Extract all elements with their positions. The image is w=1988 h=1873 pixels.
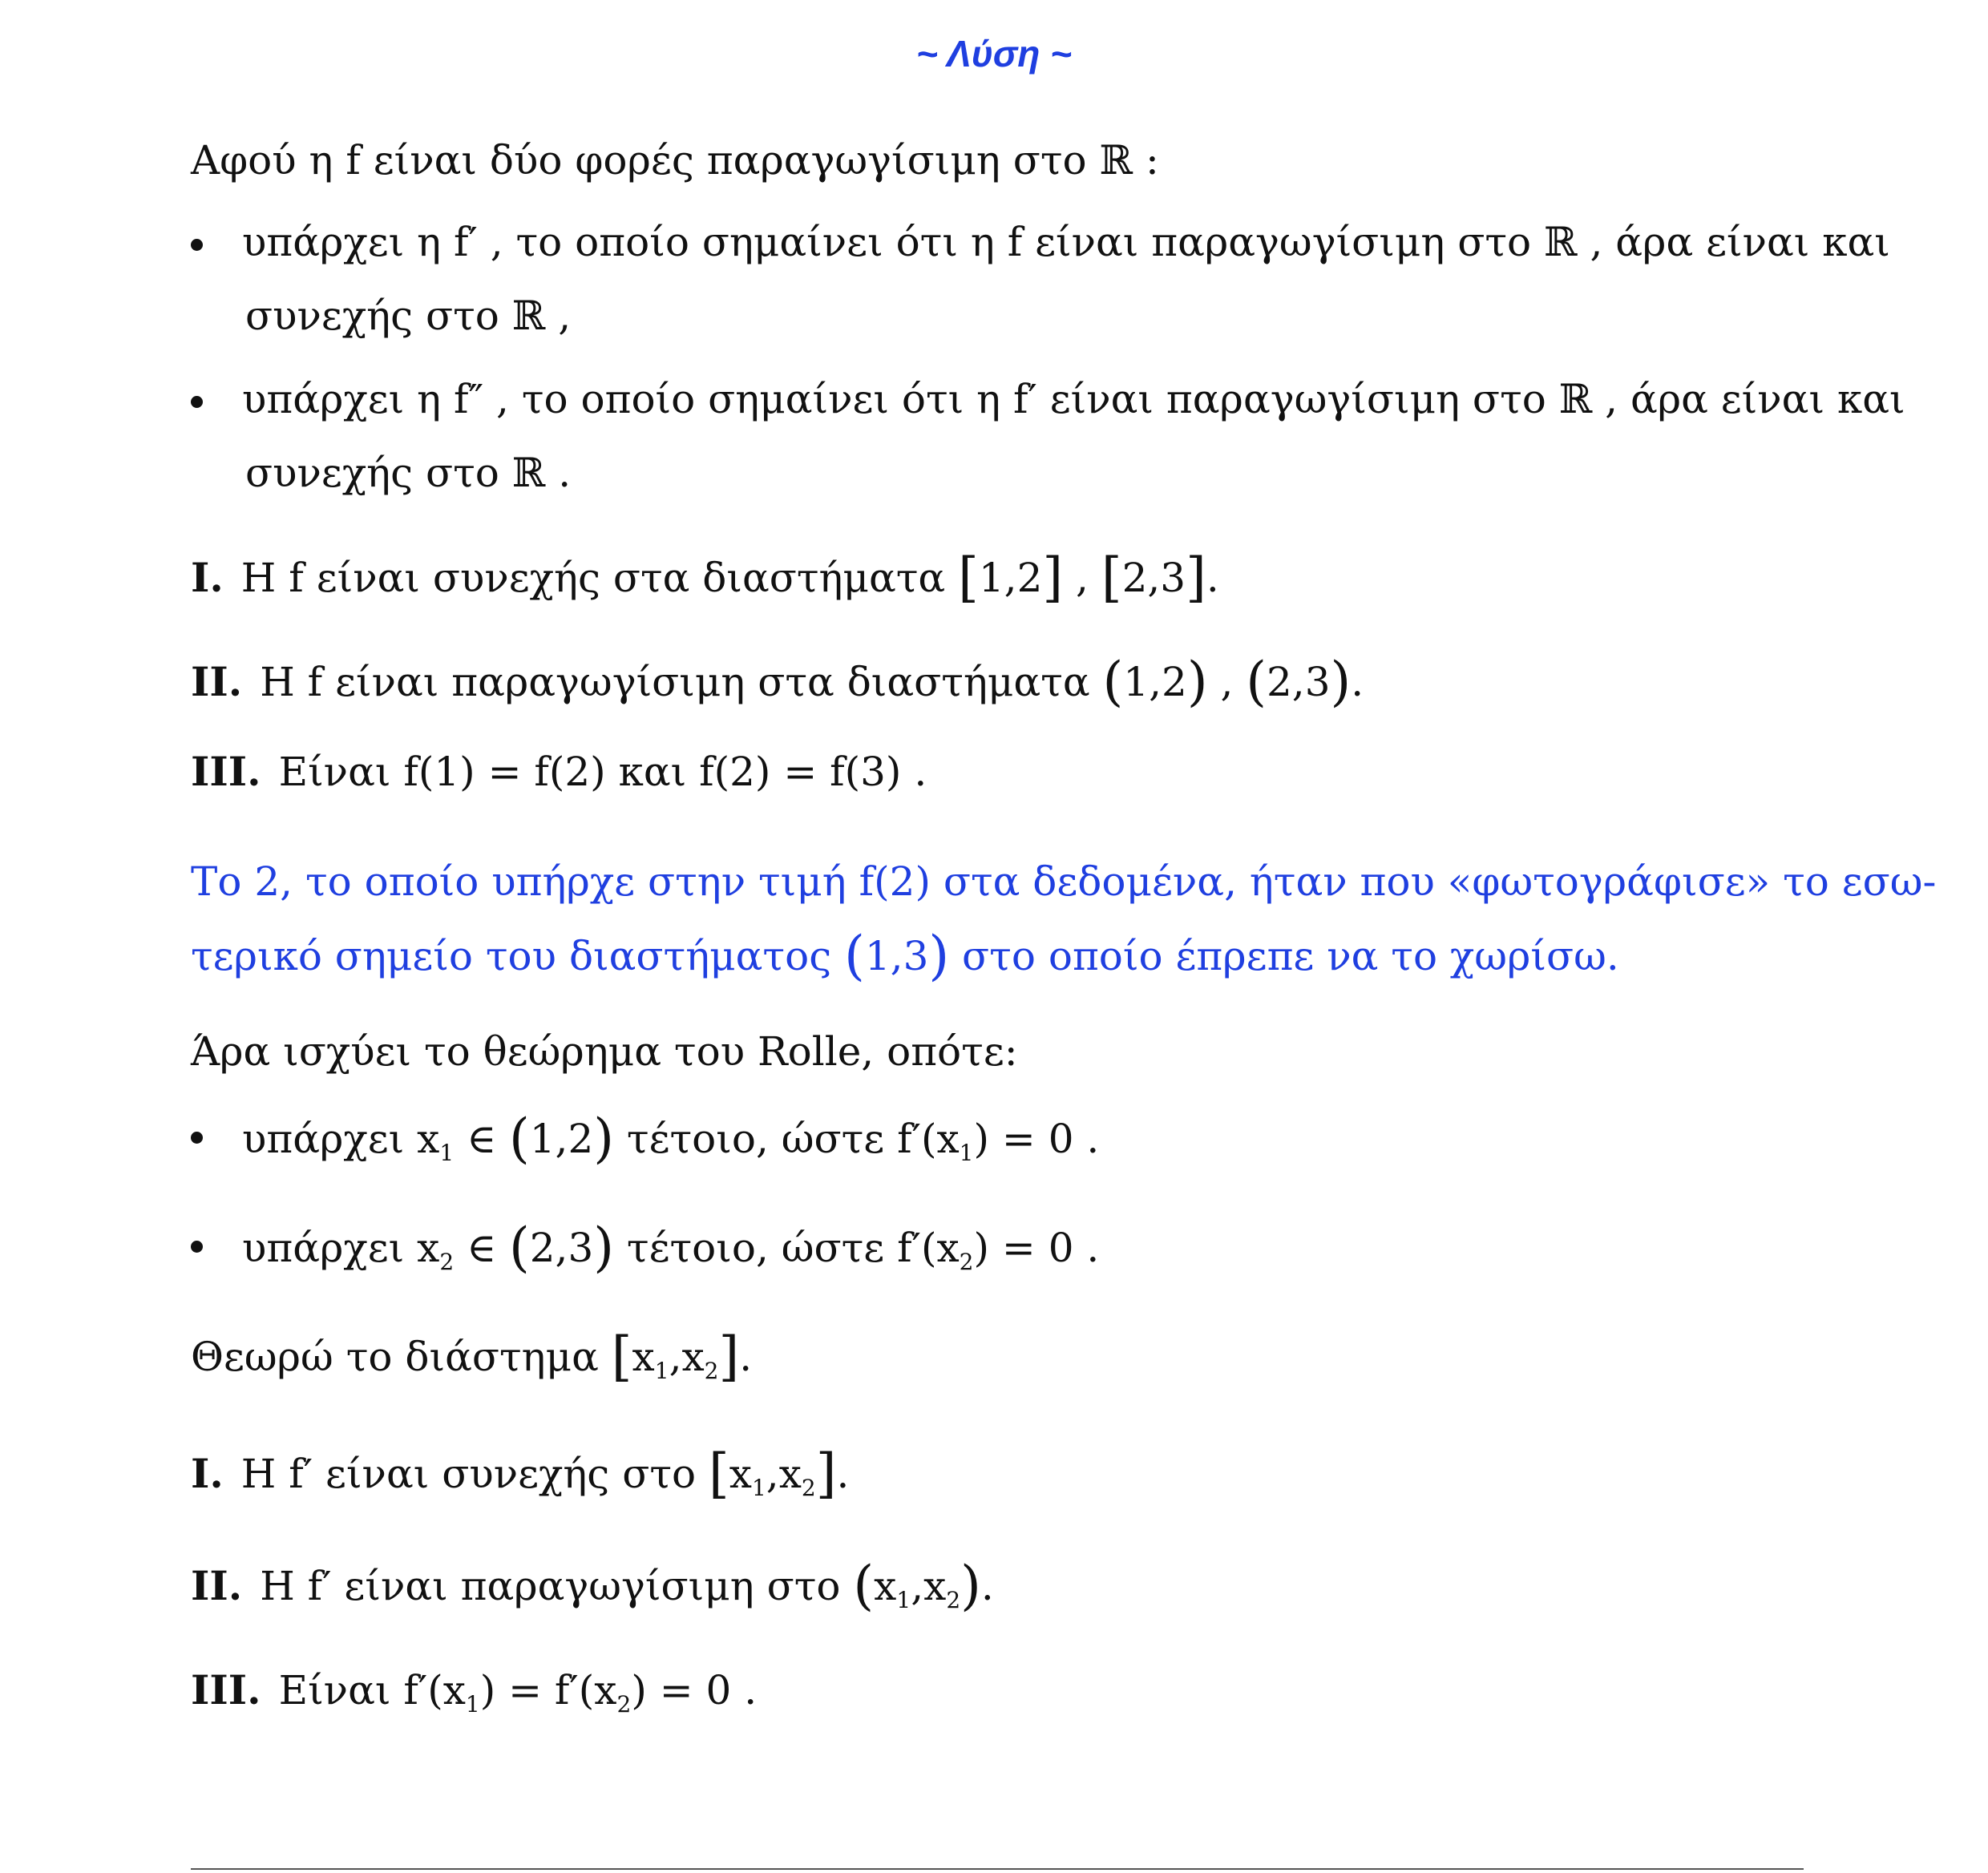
note-line-1: Το 2, το οποίο υπήρχε στην τιμή f(2) στα δεδομένα, ήταν που «φωτογράφισε» το εσω- bbox=[191, 858, 1937, 905]
bullet-text: υπάρχει x bbox=[242, 1116, 440, 1162]
bullet-1-line-1: υπάρχει η f′ , το οποίο σημαίνει ότι η f είναι παραγωγίσιμη στο ℝ , άρα είναι και bbox=[242, 219, 1890, 265]
bracket-close: ] bbox=[1186, 547, 1206, 608]
bullet-2-line-1: υπάρχει η f″ , το οποίο σημαίνει ότι η f′ είναι παραγωγίσιμη στο ℝ , άρα είναι και bbox=[242, 376, 1905, 422]
rolle2-item-i bbox=[191, 1443, 850, 1504]
bracket-close: ] bbox=[815, 1443, 837, 1504]
paren-close: ) bbox=[1186, 651, 1208, 712]
item-text: Η f′ είναι συνεχής στο bbox=[240, 1451, 697, 1497]
bullet-1-line-2: συνεχής στο ℝ , bbox=[245, 293, 572, 339]
bracket-close: ] bbox=[1042, 547, 1064, 608]
item-text: Η f′ είναι παραγωγίσιμη στο bbox=[260, 1563, 841, 1609]
item-number: I. bbox=[191, 554, 224, 601]
separator: , bbox=[911, 1563, 924, 1609]
subscript: 1 bbox=[654, 1358, 669, 1384]
note-line-2 bbox=[191, 925, 1619, 987]
rolle2-item-iii bbox=[191, 1666, 758, 1718]
element-of-symbol: ∈ bbox=[467, 1225, 497, 1271]
item-number: III. bbox=[191, 1666, 261, 1714]
subscript: 1 bbox=[896, 1587, 911, 1613]
bullet-icon bbox=[191, 239, 203, 251]
note-text: τερικό σημείο του διαστήματος bbox=[191, 933, 832, 979]
paren-close: ) bbox=[593, 1217, 615, 1278]
item-text: ) = 0 . bbox=[631, 1667, 758, 1714]
bullet-2-line-2: συνεχής στο ℝ . bbox=[245, 450, 572, 496]
bullet-x2 bbox=[242, 1217, 1100, 1278]
paren-open: ( bbox=[844, 925, 865, 987]
subscript: 1 bbox=[751, 1475, 766, 1501]
period: . bbox=[739, 1334, 753, 1380]
interval-value: 1,2 bbox=[1123, 659, 1187, 705]
bullet-text: ) = 0 . bbox=[973, 1225, 1100, 1271]
variable: x bbox=[874, 1563, 897, 1609]
interval-value: 2,3 bbox=[529, 1225, 594, 1271]
item-text: Η f είναι παραγωγίσιμη στα διαστήματα bbox=[260, 659, 1090, 705]
variable: x bbox=[632, 1334, 655, 1380]
rolle2-item-ii bbox=[191, 1555, 994, 1617]
bullet-text: τέτοιο, ώστε f′(x bbox=[626, 1116, 960, 1162]
item-text: ) = f′(x bbox=[479, 1667, 617, 1714]
subscript: 1 bbox=[959, 1140, 974, 1166]
subscript: 2 bbox=[616, 1691, 632, 1718]
separator: , bbox=[766, 1451, 779, 1497]
bullet-icon bbox=[191, 1132, 203, 1144]
interval-value: 1,2 bbox=[529, 1116, 594, 1162]
variable: x bbox=[729, 1451, 752, 1497]
paren-open: ( bbox=[1102, 651, 1124, 712]
item-number: III. bbox=[191, 748, 261, 795]
subscript: 2 bbox=[959, 1249, 974, 1275]
interval-value: 2,3 bbox=[1267, 659, 1331, 705]
variable: x bbox=[681, 1334, 705, 1380]
interval-value: 1,2 bbox=[978, 555, 1043, 601]
subscript: 1 bbox=[465, 1691, 480, 1718]
item-text: Είναι f(1) = f(2) και f(2) = f(3) . bbox=[278, 749, 927, 795]
paren-close: ) bbox=[960, 1555, 981, 1617]
item-number: II. bbox=[191, 1562, 243, 1609]
item-text: Η f είναι συνεχής στα διαστήματα bbox=[240, 555, 946, 601]
bullet-icon bbox=[191, 1241, 203, 1253]
bracket-open: [ bbox=[1101, 547, 1122, 608]
variable: x bbox=[923, 1563, 947, 1609]
paren-close: ) bbox=[928, 925, 950, 987]
subscript: 2 bbox=[946, 1587, 961, 1613]
bullet-text: υπάρχει x bbox=[242, 1225, 440, 1271]
interval-value: 2,3 bbox=[1121, 555, 1186, 601]
period: . bbox=[980, 1563, 994, 1609]
consider-interval bbox=[191, 1326, 753, 1387]
rolle1-item-i: I. Η f είναι συνεχής στα διαστήματα [1,2] , [2,3]. bbox=[191, 547, 1219, 608]
paren-open: ( bbox=[853, 1555, 875, 1617]
rolle1-item-ii: II. Η f είναι παραγωγίσιμη στα διαστήματα (1,2) , (2,3). bbox=[191, 651, 1364, 712]
bracket-close: ] bbox=[718, 1326, 740, 1387]
page-bottom-rule bbox=[191, 1868, 1804, 1870]
interval-value: 1,3 bbox=[864, 933, 929, 979]
bullet-text: τέτοιο, ώστε f′(x bbox=[626, 1225, 960, 1271]
bullet-text: ) = 0 . bbox=[973, 1116, 1100, 1162]
paren-open: ( bbox=[1246, 651, 1267, 712]
intro-text: Αφού η f είναι δύο φορές παραγωγίσιμη στο ℝ : bbox=[191, 137, 1159, 184]
bracket-open: [ bbox=[709, 1443, 729, 1504]
element-of-symbol: ∈ bbox=[467, 1116, 497, 1162]
bullet-icon bbox=[191, 396, 203, 408]
separator: , bbox=[669, 1334, 682, 1380]
item-number: II. bbox=[191, 658, 243, 705]
paren-open: ( bbox=[508, 1217, 530, 1278]
consider-text: Θεωρώ το διάστημα bbox=[191, 1334, 599, 1380]
subscript: 2 bbox=[439, 1249, 455, 1275]
paren-open: ( bbox=[508, 1108, 530, 1169]
item-text: Είναι f′(x bbox=[278, 1667, 466, 1714]
solution-title: ~ Λύση ~ bbox=[915, 33, 1073, 75]
bullet-x1 bbox=[242, 1108, 1100, 1169]
note-text: στο οποίο έπρεπε να το χωρίσω. bbox=[962, 933, 1619, 979]
bracket-open: [ bbox=[611, 1326, 632, 1387]
variable: x bbox=[778, 1451, 802, 1497]
rolle1-item-iii bbox=[191, 749, 927, 796]
subscript: 2 bbox=[704, 1358, 719, 1384]
subscript: 2 bbox=[801, 1475, 816, 1501]
period: . bbox=[836, 1451, 850, 1497]
paren-close: ) bbox=[593, 1108, 615, 1169]
bracket-open: [ bbox=[958, 547, 979, 608]
paren-close: ) bbox=[1330, 651, 1352, 712]
subscript: 1 bbox=[439, 1140, 455, 1166]
conclusion-text: Άρα ισχύει το θεώρημα του Rolle, οπότε: bbox=[191, 1028, 1018, 1075]
item-number: I. bbox=[191, 1450, 224, 1497]
